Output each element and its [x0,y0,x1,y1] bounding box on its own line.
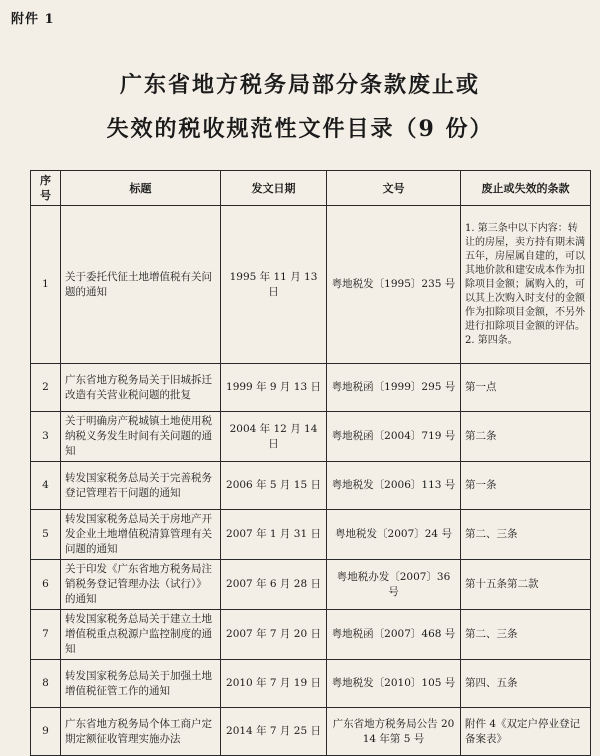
row-date: 2006 年 5 月 15 日 [221,462,327,510]
row-seq: 9 [31,708,61,756]
row-date: 1995 年 11 月 13 日 [221,206,327,364]
table-header-row [31,171,591,206]
row-title: 转发国家税务总局关于房地产开发企业土地增值税清算管理有关问题的通知 [61,510,221,560]
table-row [31,660,591,708]
document-title-line-1: 广东省地方税务局部分条款废止或 [119,72,480,98]
row-clause: 第一点 [461,364,591,412]
row-title: 广东省地方税务局个体工商户定期定额征收管理实施办法 [61,708,221,756]
row-title: 转发国家税务总局关于加强土地增值税征管工作的通知 [61,660,221,708]
table-row [31,560,591,610]
row-clause: 第二、三条 [461,610,591,660]
row-title: 关于委托代征土地增值税有关问题的通知 [61,206,221,364]
row-seq: 2 [31,364,61,412]
row-doc-no: 粤地税函〔2004〕719 号 [327,412,461,462]
row-title: 关于明确房产税城镇土地使用税纳税义务发生时间有关问题的通知 [61,412,221,462]
row-clause: 附件 4《双定户停业登记备案表》 [461,708,591,756]
table-row [31,510,591,560]
row-doc-no: 粤地税发〔2010〕105 号 [327,660,461,708]
row-title: 关于印发《广东省地方税务局注销税务登记管理办法（试行）》的通知 [61,560,221,610]
table-row [31,206,591,364]
row-seq: 7 [31,610,61,660]
row-title: 转发国家税务总局关于完善税务登记管理若干问题的通知 [61,462,221,510]
table-row [31,364,591,412]
row-clause: 1. 第三条中以下内容：转让的房屋，卖方持有期未满五年，房屋属自建的，可以其地价款和建安成本作为扣除项目金额；属购入的，可以其上次购入时支付的金额作为扣除项目金额，不另外进行扣除项目金额的评估。 2. 第四条。 [461,206,591,364]
row-seq: 3 [31,412,61,462]
row-clause: 第四、五条 [461,660,591,708]
attachment-label: 附件 1 [11,12,55,27]
row-doc-no: 粤地税发〔2006〕113 号 [327,462,461,510]
row-date: 2004 年 12 月 14 日 [221,412,327,462]
row-date: 1999 年 9 月 13 日 [221,364,327,412]
table-row [31,610,591,660]
row-doc-no: 粤地税办发〔2007〕36 号 [327,560,461,610]
table-row [31,708,591,756]
row-clause: 第二、三条 [461,510,591,560]
table-row [31,462,591,510]
row-doc-no: 粤地税发〔1995〕235 号 [327,206,461,364]
row-doc-no: 广东省地方税务局公告 2014 年第 5 号 [327,708,461,756]
row-seq: 5 [31,510,61,560]
row-doc-no: 粤地税发〔2007〕24 号 [327,510,461,560]
row-title: 广东省地方税务局关于旧城拆迁改造有关营业税问题的批复 [61,364,221,412]
header-doc-no: 文号 [327,171,461,206]
document-title-line-2: 失效的税收规范性文件目录（9 份） [106,116,494,142]
header-title: 标题 [61,171,221,206]
row-seq: 1 [31,206,61,364]
row-date: 2007 年 6 月 28 日 [221,560,327,610]
row-date: 2007 年 1 月 31 日 [221,510,327,560]
row-seq: 6 [31,560,61,610]
row-seq: 4 [31,462,61,510]
document-table [30,170,591,756]
row-doc-no: 粤地税函〔1999〕295 号 [327,364,461,412]
row-seq: 8 [31,660,61,708]
row-date: 2010 年 7 月 19 日 [221,660,327,708]
row-doc-no: 粤地税函〔2007〕468 号 [327,610,461,660]
row-date: 2014 年 7 月 25 日 [221,708,327,756]
header-seq: 序号 [31,171,61,206]
row-title: 转发国家税务总局关于建立土地增值税重点税源户监控制度的通知 [61,610,221,660]
row-clause: 第一条 [461,462,591,510]
row-clause: 第十五条第二款 [461,560,591,610]
header-clause: 废止或失效的条款 [461,171,591,206]
table-row [31,412,591,462]
header-date: 发文日期 [221,171,327,206]
row-clause: 第二条 [461,412,591,462]
row-date: 2007 年 7 月 20 日 [221,610,327,660]
